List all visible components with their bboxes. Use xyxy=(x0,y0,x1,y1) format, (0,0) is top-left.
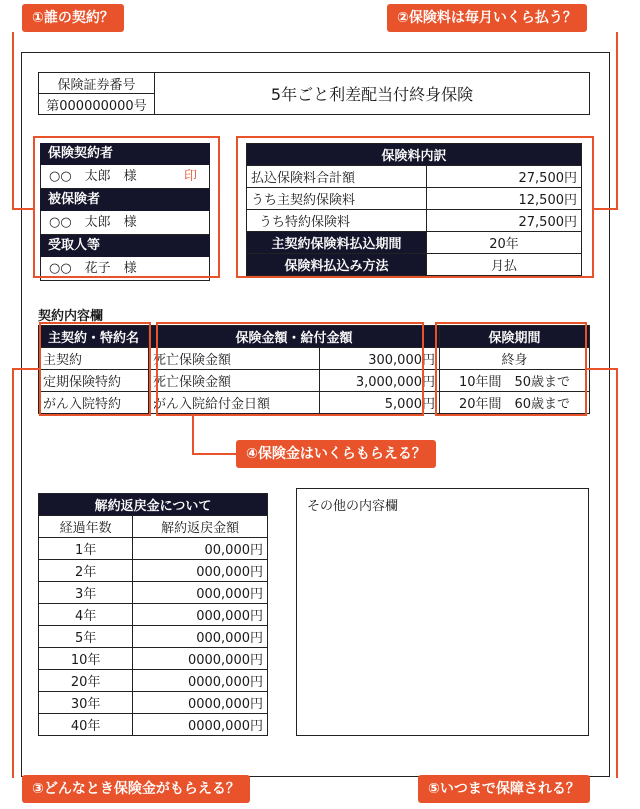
premium-title: 保険料内訳 xyxy=(247,144,582,166)
benefit-type: 死亡保険金額 xyxy=(149,348,320,370)
premium-row-label: 払込保険料合計額 xyxy=(247,166,427,188)
premium-row-label: うち特約保険料 xyxy=(247,210,427,232)
elapsed-years: 3年 xyxy=(39,582,133,604)
surrender-amount: 0000,000円 xyxy=(133,648,268,670)
payment-period-label: 主契約保険料払込期間 xyxy=(247,232,427,254)
table-row xyxy=(39,560,268,582)
benefit-type: がん入院給付金日額 xyxy=(149,392,320,414)
highlight-riders xyxy=(39,322,151,416)
surrender-amount: 00,000円 xyxy=(133,538,268,560)
premium-row-value: 27,500円 xyxy=(427,210,582,232)
highlight-premium xyxy=(236,136,594,278)
elapsed-years: 2年 xyxy=(39,560,133,582)
beneficiary-label: 受取人等 xyxy=(40,235,210,257)
connector-line xyxy=(12,368,14,778)
coverage-term: 終身 xyxy=(440,348,590,370)
elapsed-years: 20年 xyxy=(39,670,133,692)
policy-number-label: 保険証券番号 xyxy=(39,73,155,94)
contract-section-title: 契約内容欄 xyxy=(38,309,104,324)
highlight-parties xyxy=(33,136,220,278)
table-row xyxy=(39,670,268,692)
connector-line xyxy=(192,415,194,455)
connector-line xyxy=(616,368,618,778)
surrender-amount: 0000,000円 xyxy=(133,714,268,736)
product-name: 5年ごと利差配当付終身保険 xyxy=(155,73,590,115)
rider-name: 定期保険特約 xyxy=(39,370,149,392)
table-row xyxy=(39,692,268,714)
connector-line xyxy=(12,368,41,370)
surrender-amount: 000,000円 xyxy=(133,626,268,648)
benefit-amount: 300,000円 xyxy=(320,348,440,370)
premium-row-label: うち主契約保険料 xyxy=(247,188,427,210)
contract-col-term: 保険期間 xyxy=(440,326,590,348)
table-row xyxy=(39,648,268,670)
connector-line xyxy=(616,32,618,210)
payment-period-value: 20年 xyxy=(427,232,582,254)
surrender-amount: 000,000円 xyxy=(133,560,268,582)
benefit-amount: 5,000円 xyxy=(320,392,440,414)
policy-number-value: 第000000000号 xyxy=(39,94,155,115)
beneficiary-name: ○○ 花子 様 xyxy=(40,257,210,281)
connector-line xyxy=(192,453,236,455)
connector-line xyxy=(12,32,14,210)
table-row xyxy=(39,604,268,626)
policy-header-table xyxy=(38,72,590,115)
seal-mark: 印 xyxy=(183,169,197,184)
elapsed-years: 10年 xyxy=(39,648,133,670)
connector-line xyxy=(594,208,618,210)
table-row xyxy=(39,538,268,560)
table-row xyxy=(39,626,268,648)
policyholder-label: 保険契約者 xyxy=(40,143,210,165)
elapsed-years: 1年 xyxy=(39,538,133,560)
connector-line xyxy=(586,368,618,370)
other-contents-box xyxy=(296,488,589,736)
payment-method-label: 保険料払込み方法 xyxy=(247,254,427,276)
elapsed-years: 5年 xyxy=(39,626,133,648)
policyholder-name: ○○ 太郎 様 xyxy=(49,169,137,184)
table-row xyxy=(39,582,268,604)
connector-line xyxy=(12,208,35,210)
coverage-term: 20年間 60歳まで xyxy=(440,392,590,414)
premium-row-value: 12,500円 xyxy=(427,188,582,210)
callout-when-paid: ③どんなとき保険金がもらえる？ xyxy=(22,775,250,803)
rider-name: 主契約 xyxy=(39,348,149,370)
callout-coverage-until: ⑤いつまで保障される？ xyxy=(418,775,590,803)
surrender-amount: 0000,000円 xyxy=(133,670,268,692)
elapsed-years: 4年 xyxy=(39,604,133,626)
insured-label: 被保険者 xyxy=(40,189,210,211)
benefit-amount: 3,000,000円 xyxy=(320,370,440,392)
insured-name: ○○ 太郎 様 xyxy=(40,211,210,235)
highlight-term xyxy=(435,322,587,416)
highlight-benefits xyxy=(156,322,424,416)
contract-col-benefit: 保険金額・給付金額 xyxy=(149,326,440,348)
surrender-title: 解約返戻金について xyxy=(39,494,268,516)
callout-benefit-amount: ④保険金はいくらもらえる？ xyxy=(236,440,436,468)
surrender-col-amount: 解約返戻金額 xyxy=(133,516,268,538)
surrender-col-years: 経過年数 xyxy=(39,516,133,538)
rider-name: がん入院特約 xyxy=(39,392,149,414)
surrender-amount: 000,000円 xyxy=(133,582,268,604)
payment-method-value: 月払 xyxy=(427,254,582,276)
callout-whose-contract: ①誰の契約？ xyxy=(22,4,124,32)
table-row xyxy=(39,714,268,736)
surrender-table xyxy=(38,493,268,736)
surrender-amount: 0000,000円 xyxy=(133,692,268,714)
surrender-amount: 000,000円 xyxy=(133,604,268,626)
contract-col-name: 主契約・特約名 xyxy=(39,326,149,348)
callout-monthly-premium: ②保険料は毎月いくら払う？ xyxy=(387,4,587,32)
elapsed-years: 30年 xyxy=(39,692,133,714)
benefit-type: 死亡保険金額 xyxy=(149,370,320,392)
coverage-term: 10年間 50歳まで xyxy=(440,370,590,392)
other-contents-label: その他の内容欄 xyxy=(307,499,399,514)
premium-row-value: 27,500円 xyxy=(427,166,582,188)
elapsed-years: 40年 xyxy=(39,714,133,736)
